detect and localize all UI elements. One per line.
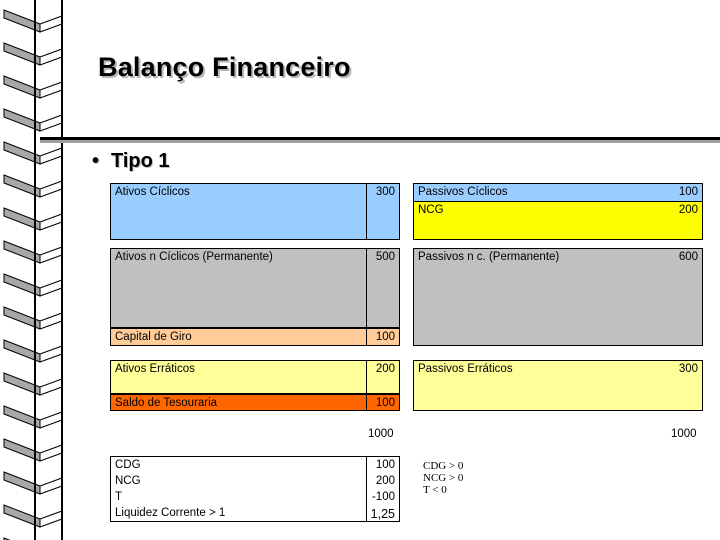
indicator-row [111, 475, 399, 491]
bullet-heading [92, 150, 170, 173]
indicator-row [111, 459, 399, 475]
assets-permanente-value: 500 [375, 251, 395, 263]
assets-capital-giro-label: Capital de Giro [115, 331, 192, 343]
liabilities-ciclicos-value: 100 [678, 186, 698, 198]
liabilities-erraticos-label: Passivos Erráticos [418, 363, 513, 375]
assets-total: 1000 [368, 428, 394, 440]
assets-permanente [110, 248, 400, 328]
indicator-value: -100 [371, 491, 395, 503]
assets-saldo-tesouraria [110, 394, 400, 411]
title-divider [40, 136, 720, 144]
indicator-label: NCG [115, 475, 141, 487]
assets-ciclicos [110, 183, 400, 240]
assets-saldo-tesouraria-label: Saldo de Tesouraria [115, 397, 218, 409]
liabilities-ncg [413, 201, 703, 240]
indicator-label: Liquidez Corrente > 1 [115, 507, 226, 519]
assets-erraticos-label: Ativos Erráticos [115, 363, 195, 375]
page-title: Balanço Financeiro [98, 52, 351, 82]
assets-ciclicos-label: Ativos Cíclicos [115, 186, 190, 198]
bullet-text: Tipo 1 [111, 150, 170, 172]
assets-saldo-tesouraria-value: 100 [375, 397, 395, 409]
liabilities-permanente-label: Passivos n c. (Permanente) [418, 251, 560, 263]
indicator-value: 200 [375, 475, 395, 487]
assets-permanente-label: Ativos n Cíclicos (Permanente) [115, 251, 273, 263]
assets-ciclicos-value: 300 [375, 186, 395, 198]
liabilities-total: 1000 [671, 428, 697, 440]
liabilities-permanente-value: 600 [678, 251, 698, 263]
indicator-value: 1,25 [370, 507, 395, 521]
indicator-label: CDG [115, 459, 141, 471]
indicator-value: 100 [375, 459, 395, 471]
note-line: NCG > 0 [423, 472, 464, 484]
assets-capital-giro [110, 328, 400, 346]
note-line: CDG > 0 [423, 460, 464, 472]
indicator-row [111, 491, 399, 507]
assets-capital-giro-value: 100 [375, 331, 395, 343]
indicator-row [111, 507, 399, 523]
liabilities-ncg-label: NCG [418, 204, 444, 216]
notes [423, 460, 463, 496]
indicators-table [110, 456, 400, 522]
bullet-dot-icon: • [92, 150, 100, 172]
note-line: T < 0 [423, 484, 447, 496]
binding-decoration [0, 0, 70, 540]
liabilities-ciclicos-label: Passivos Cíclicos [418, 186, 508, 198]
assets-erraticos [110, 360, 400, 394]
liabilities-ciclicos [413, 183, 703, 202]
liabilities-ncg-value: 200 [678, 204, 698, 216]
assets-erraticos-value: 200 [375, 363, 395, 375]
liabilities-erraticos-value: 300 [678, 363, 698, 375]
indicator-label: T [115, 491, 123, 503]
liabilities-permanente [413, 248, 703, 346]
liabilities-erraticos [413, 360, 703, 411]
